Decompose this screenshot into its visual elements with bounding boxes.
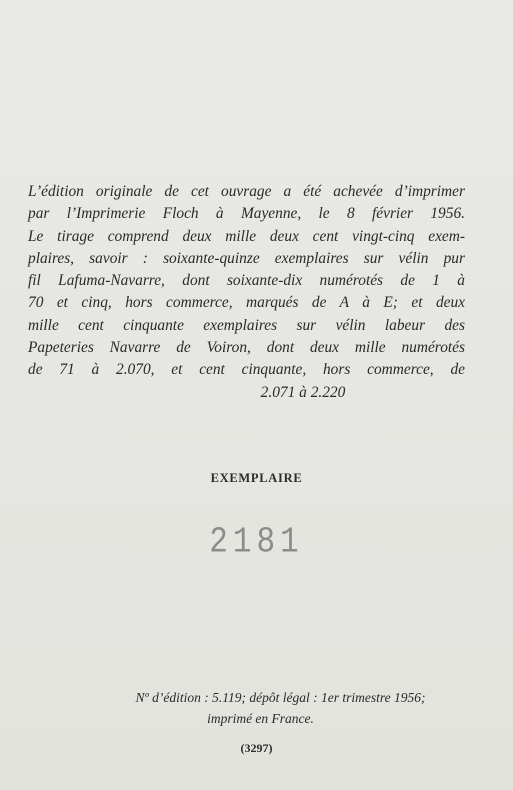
colophon-line-6: 70 et cinq, hors commerce, marqués de A à E; et deux [28, 294, 465, 312]
colophon-line-10: 2.071 à 2.220 [260, 383, 346, 401]
exemplaire-label: EXEMPLAIRE [210, 471, 303, 485]
colophon-line-7: mille cent cinquante exemplaires sur vélin labeur des [28, 316, 465, 334]
colophon-text [28, 181, 465, 404]
edition-footer [0, 687, 513, 729]
colophon-line-3: Le tirage comprend deux mille deux cent vingt-cinq exem- [28, 227, 465, 245]
colophon-line-9: de 71 à 2.070, et cent cinquante, hors commerce, de [28, 361, 465, 379]
printed-in-line: imprimé en France. [207, 711, 314, 726]
colophon-line-8: Papeteries Navarre de Voiron, dont deux mille numérotés [28, 339, 465, 357]
colophon-line-4: plaires, savoir : soixante-quinze exemplaires sur vélin pur [28, 249, 465, 267]
copy-number-stamp: 2181 [209, 521, 304, 564]
edition-legal-line: Nº d’édition : 5.119; dépôt légal : 1er trimestre 1956; [135, 690, 426, 705]
colophon-line-2: par l’Imprimerie Floch à Mayenne, le 8 février 1956. [28, 205, 465, 223]
colophon-line-1: L’édition originale de cet ouvrage a été achevée d’imprimer [28, 183, 465, 200]
print-code: (3297) [240, 741, 273, 755]
colophon-line-5: fil Lafuma-Navarre, dont soixante-dix numérotés de 1 à [28, 272, 465, 290]
